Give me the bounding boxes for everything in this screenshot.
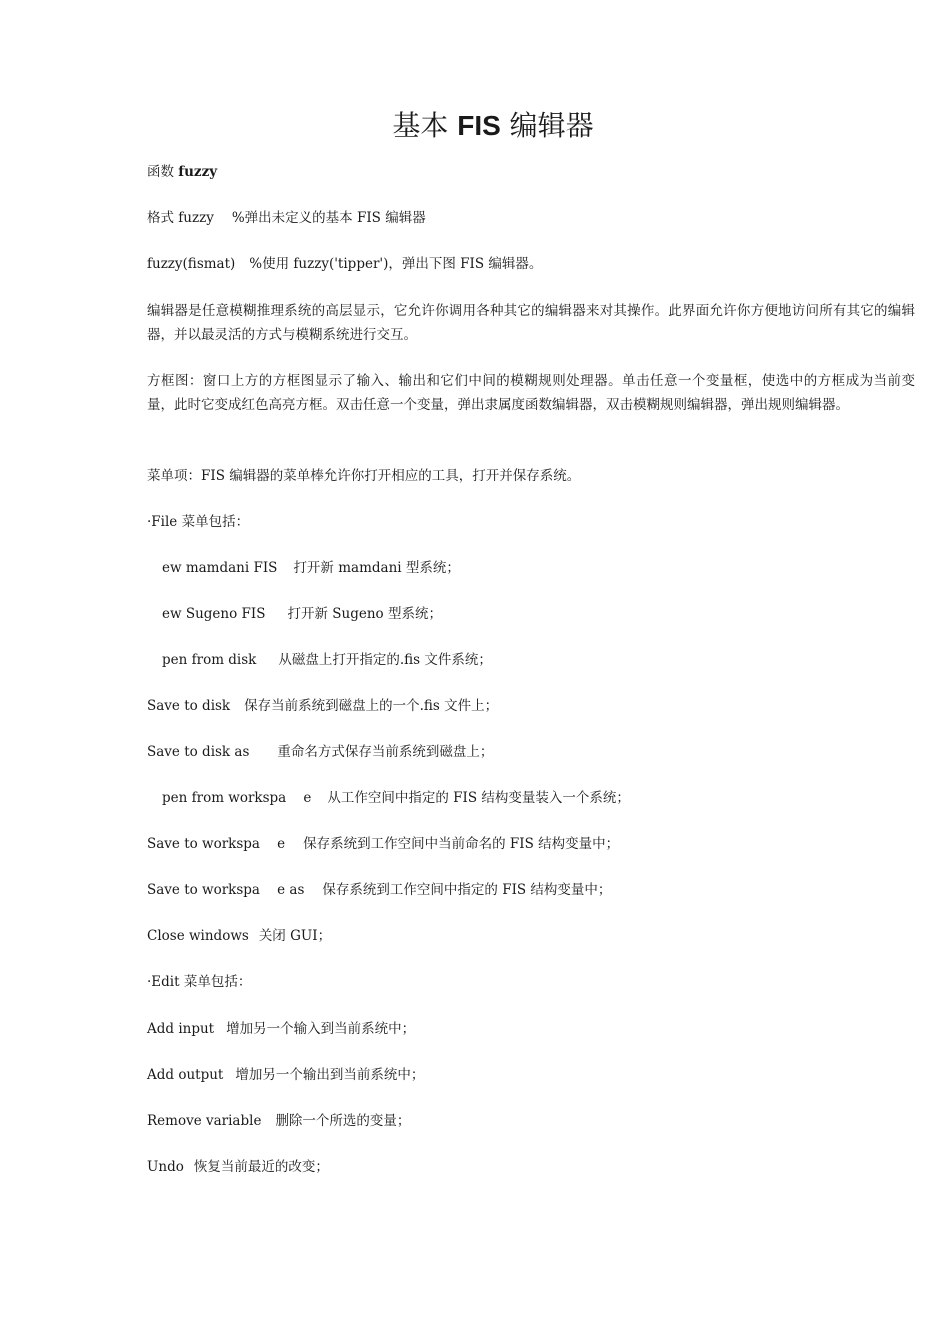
file-item-name: Save to workspa e as [147, 882, 305, 898]
fismat-right: %使用 fuzzy('tipper')，弹出下图 FIS 编辑器。 [249, 256, 543, 272]
file-item-name: pen from disk [162, 652, 257, 668]
file-item-name: ew mamdani FIS [162, 560, 278, 576]
file-item-close-windows [147, 924, 917, 948]
edit-item-name: Remove variable [147, 1113, 262, 1129]
file-item-new-mamdani [147, 556, 932, 580]
file-item-desc: 打开新 mamdani 型系统； [293, 560, 460, 576]
function-name: fuzzy [178, 164, 218, 180]
file-item-desc: 关闭 GUI； [258, 928, 332, 944]
file-item-desc: 保存系统到工作空间中指定的 FIS 结构变量中； [322, 882, 612, 898]
edit-item-add-output [147, 1063, 917, 1087]
edit-item-desc: 恢复当前最近的改变； [193, 1159, 329, 1175]
file-item-desc: 打开新 Sugeno 型系统； [287, 606, 442, 622]
file-item-name: pen from workspa e [162, 790, 312, 806]
file-item-name: Close windows [147, 928, 249, 944]
file-item-name: ew Sugeno FIS [162, 606, 266, 622]
format-left: 格式 fuzzy [147, 210, 214, 226]
edit-item-name: Add input [147, 1021, 215, 1037]
file-item-save-workspace [147, 832, 917, 856]
file-item-name: Save to disk [147, 698, 231, 714]
file-item-open-disk [147, 648, 932, 672]
file-item-desc: 从磁盘上打开指定的.fis 文件系统； [278, 652, 492, 668]
file-item-name: Save to workspa e [147, 836, 286, 852]
title-prefix: 基本 [392, 109, 458, 142]
edit-item-undo [147, 1155, 917, 1179]
file-menu-heading: ·File 菜单包括： [147, 514, 250, 530]
function-label: 函数 [147, 164, 179, 180]
edit-item-name: Undo [147, 1159, 184, 1175]
file-item-name: Save to disk as [147, 744, 250, 760]
edit-item-desc: 增加另一个输入到当前系统中； [226, 1021, 416, 1037]
paragraph-block-diagram: 方框图：窗口上方的方框图显示了输入、输出和它们中间的模糊规则处理器。单击任意一个变量框，使选中的方框成为当前变量，此时它变成红色高亮方框。双击任意一个变量，弹出隶属度函数编辑器，双击模糊规则编辑器，弹出规则编辑器。 [147, 373, 915, 413]
format-right: %弹出未定义的基本 FIS 编辑器 [231, 210, 426, 226]
edit-item-remove-variable [147, 1109, 917, 1133]
file-item-open-workspace [147, 786, 932, 810]
file-item-save-disk-as [147, 740, 917, 764]
file-item-new-sugeno [147, 602, 932, 626]
file-item-desc: 重命名方式保存当前系统到磁盘上； [277, 744, 494, 760]
file-item-save-disk [147, 694, 917, 718]
paragraph-menu: 菜单项：FIS 编辑器的菜单棒允许你打开相应的工具，打开并保存系统。 [147, 468, 581, 484]
edit-menu-heading: ·Edit 菜单包括： [147, 974, 252, 990]
file-item-desc: 保存系统到工作空间中当前命名的 FIS 结构变量中； [303, 836, 620, 852]
edit-item-name: Add output [147, 1067, 224, 1083]
file-item-desc: 从工作空间中指定的 FIS 结构变量装入一个系统； [327, 790, 630, 806]
title-suffix: 编辑器 [500, 109, 594, 142]
function-line [147, 160, 917, 184]
document-title [0, 104, 950, 144]
edit-item-add-input [147, 1017, 917, 1041]
file-item-save-workspace-as [147, 878, 917, 902]
format-line [147, 206, 917, 230]
edit-item-desc: 增加另一个输出到当前系统中； [235, 1067, 425, 1083]
edit-item-desc: 删除一个所选的变量； [275, 1113, 411, 1129]
fismat-left: fuzzy(fismat) [147, 256, 236, 272]
fismat-line [147, 252, 917, 276]
title-bold: FIS [457, 110, 501, 141]
file-item-desc: 保存当前系统到磁盘上的一个.fis 文件上； [244, 698, 499, 714]
paragraph-editor: 编辑器是任意模糊推理系统的高层显示，它允许你调用各种其它的编辑器来对其操作。此界面允许你方便地访问所有其它的编辑器，并以最灵活的方式与模糊系统进行交互。 [147, 303, 915, 343]
